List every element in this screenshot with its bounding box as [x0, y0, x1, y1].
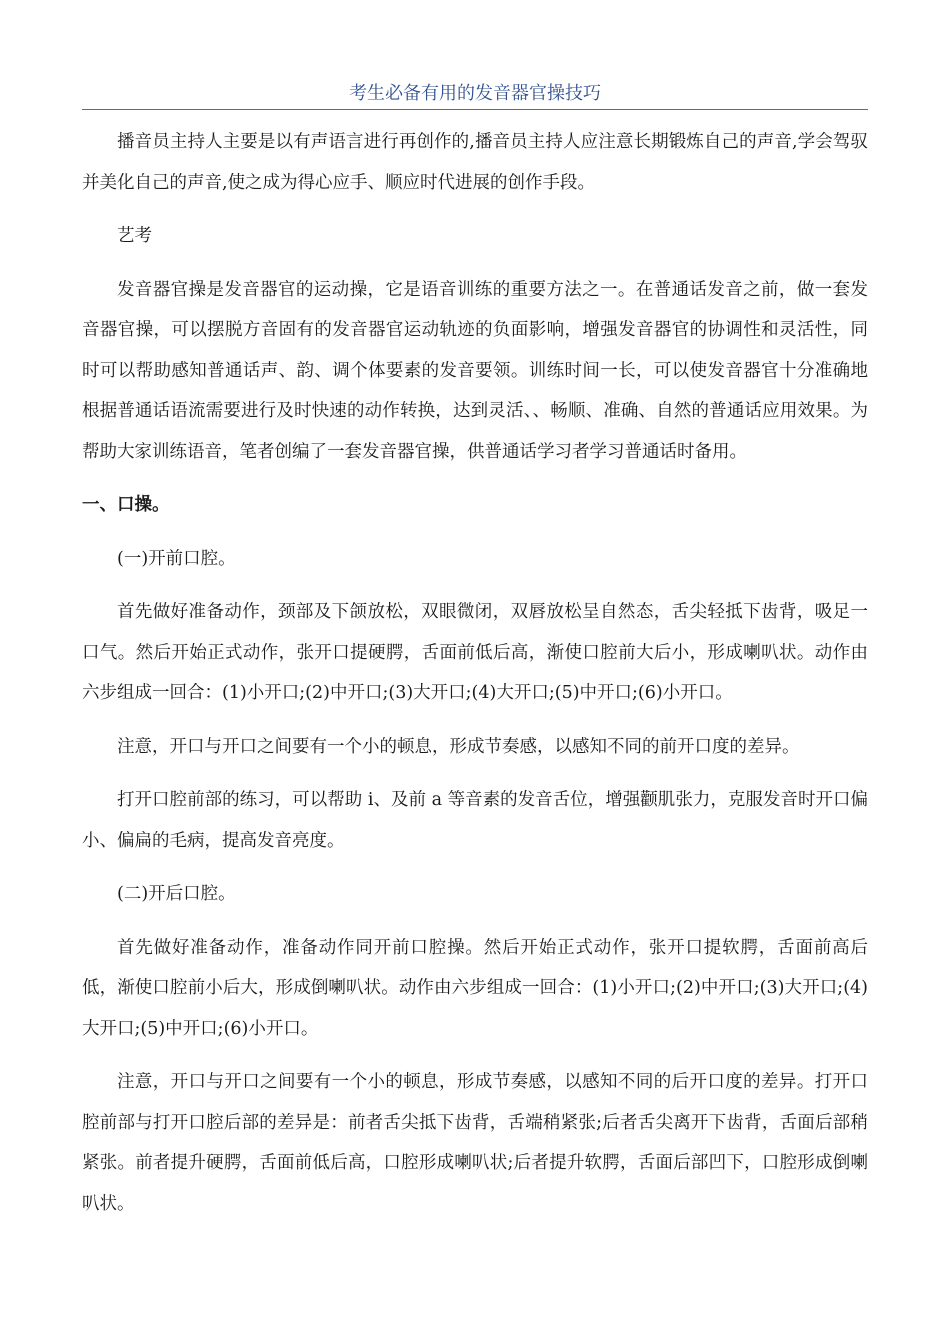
paragraph-front-note: 注意，开口与开口之间要有一个小的顿息，形成节奏感，以感知不同的前开口度的差异。: [117, 736, 800, 757]
paragraph-overview: 发音器官操是发音器官的运动操，它是语音训练的重要方法之一。在普通话发音之前，做一套发音器官操，可以摆脱方音固有的发音器官运动轨迹的负面影响，增强发音器官的协调性和灵活性，同时可以帮助感知普通话声、韵、调个体要素的发音要领。训练时间一长，可以使发音器官十分准确地根据普通话语流需要进行及时快速的动作转换，达到灵活、、畅顺、准确、自然的普通话应用效果。为帮助大家训练语音，笔者创编了一套发音器官操，供普通话学习者学习普通话时备用。: [82, 279, 868, 462]
paragraph-front-steps: 首先做好准备动作，颈部及下颌放松，双眼微闭，双唇放松呈自然态，舌尖轻抵下齿背，吸足一口气。然后开始正式动作，张开口提硬腭，舌面前低后高，渐使口腔前大后小，形成喇叭状。动作由六步组成一回合：(1)小开口;(2)中开口;(3)大开口;(4)大开口;(5)中开口;(6)小开口。: [82, 602, 868, 703]
paragraph-intro: 播音员主持人主要是以有声语言进行再创作的,播音员主持人应注意长期锻炼自己的声音,学会驾驭并美化自己的声音,使之成为得心应手、顺应时代进展的创作手段。: [82, 132, 868, 193]
header-divider: [82, 109, 868, 110]
section-heading-mouth: 一、口操。: [82, 495, 170, 515]
subsection-heading-front: (一)开前口腔。: [117, 548, 236, 569]
subsection-heading-back: (二)开后口腔。: [117, 884, 236, 904]
paragraph-front-benefit: 打开口腔前部的练习，可以帮助 i、及前 a 等音素的发音舌位，增强颧肌张力，克服发音时开口偏小、偏扁的毛病，提高发音亮度。: [82, 790, 868, 851]
page-header-title: 考生必备有用的发音器官操技巧: [349, 83, 601, 104]
paragraph-back-note: 注意，开口与开口之间要有一个小的顿息，形成节奏感，以感知不同的后开口度的差异。打开口腔前部与打开口腔后部的差异是：前者舌尖抵下齿背，舌端稍紧张;后者舌尖离开下齿背，舌面后部稍紧张。前者提升硬腭，舌面前低后高，口腔形成喇叭状;后者提升软腭，舌面后部凹下，口腔形成倒喇叭状。: [82, 1072, 868, 1214]
paragraph-tag: 艺考: [117, 226, 152, 246]
document-body: [82, 122, 868, 1237]
paragraph-back-steps: 首先做好准备动作，准备动作同开前口腔操。然后开始正式动作，张开口提软腭，舌面前高后低，渐使口腔前小后大，形成倒喇叭状。动作由六步组成一回合：(1)小开口;(2)中开口;(3)大开口;(4)大开口;(5)中开口;(6)小开口。: [82, 937, 868, 1039]
